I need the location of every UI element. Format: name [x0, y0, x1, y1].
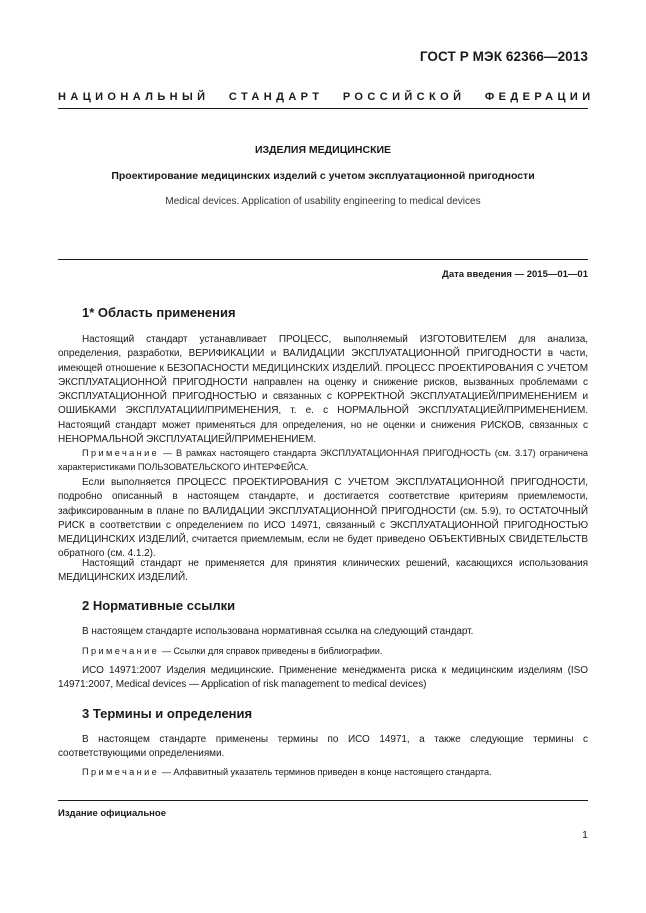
paragraph: Если выполняется ПРОЦЕСС ПРОЕКТИРОВАНИЯ С УЧЕТОМ ЭКСПЛУАТАЦИОННОЙ ПРИГОДНОСТИ, подробно описанный в настоящем стандарте, и достигается соответствие критериям приемлемости, зафиксированным в плане по ВАЛИДАЦИИ ЭКСПЛУАТАЦИОННОЙ ПРИГОДНОСТИ (см. 5.9), то ОСТАТОЧНЫЙ РИСК в соответствии с определением по ИСО 14971, связанный с ЭКСПЛУАТАЦИОННОЙ ПРИГОДНОСТЬЮ МЕДИЦИНСКИХ ИЗДЕЛИЙ, считается приемлемым, если не будет приведено ОБЪЕКТИВНЫХ СВИДЕТЕЛЬСТВ обратного (см. 4.1.2). — [58, 477, 588, 560]
paragraph: Настоящий стандарт не применяется для принятия клинических решений, касающихся использования МЕДИЦИНСКИХ ИЗДЕЛИЙ. — [58, 558, 588, 584]
note-text: — В рамках настоящего стандарта ЭКСПЛУАТАЦИОННАЯ ПРИГОДНОСТЬ (см. 3.17) ограничена характеристиками ПОЛЬЗОВАТЕЛЬСКОГО ИНТЕРФЕЙСА. — [58, 448, 588, 472]
note-label: Примечание — [82, 767, 160, 777]
paragraph: В настоящем стандарте использована нормативная ссылка на следующий стандарт. — [82, 626, 474, 637]
note-label: Примечание — [82, 448, 160, 458]
introduction-date: Дата введения — 2015—01—01 — [442, 269, 588, 280]
english-title: Medical devices. Application of usability engineering to medical devices — [165, 196, 481, 207]
document-subtitle: Проектирование медицинских изделий с учетом эксплуатационной пригодности — [111, 170, 535, 182]
header-divider — [58, 108, 588, 109]
national-standard-banner: НАЦИОНАЛЬНЫЙ СТАНДАРТ РОССИЙСКОЙ ФЕДЕРАЦИИ — [58, 91, 595, 103]
title-divider — [58, 259, 588, 260]
section-heading-scope: 1* Область применения — [82, 305, 236, 320]
section-heading-terms: 3 Термины и определения — [82, 706, 253, 721]
footer-divider — [58, 800, 588, 801]
note-paragraph — [58, 766, 588, 780]
official-edition-label: Издание официальное — [58, 808, 166, 819]
document-title: ИЗДЕЛИЯ МЕДИЦИНСКИЕ — [254, 144, 392, 156]
section-heading-normative-references: 2 Нормативные ссылки — [82, 598, 236, 613]
paragraph: Настоящий стандарт устанавливает ПРОЦЕСС, выполняемый ИЗГОТОВИТЕЛЕМ для анализа, определения, разработки, ВЕРИФИКАЦИИ и ВАЛИДАЦИИ ЭКСПЛУАТАЦИОННОЙ ПРИГОДНОСТИ в части, имеющей отношение к БЕЗОПАСНОСТИ МЕДИЦИНСКИХ ИЗДЕЛИЙ. ПРОЦЕСС ПРОЕКТИРОВАНИЯ С УЧЕТОМ ЭКСПЛУАТАЦИОННОЙ ПРИГОДНОСТИ направлен на оценку и снижение рисков, вызванных проблемами с ЭКСПЛУАТАЦИОННОЙ ПРИГОДНОСТЬЮ и связанных с КОРРЕКТНОЙ ЭКСПЛУАТАЦИЕЙ/ПРИМЕНЕНИЕМ и ОШИБКАМИ ЭКСПЛУАТАЦИИ/ПРИМЕНЕНИЯ, т. е. с НОРМАЛЬНОЙ ЭКСПЛУАТАЦИЕЙ/ПРИМЕНЕНИЕМ. Настоящий стандарт может применяться для определения, но не оценки и снижения РИСКОВ, связанных с НЕНОРМАЛЬНОЙ ЭКСПЛУАТАЦИЕЙ/ПРИМЕНЕНИЕМ. — [58, 334, 588, 446]
document-code: ГОСТ Р МЭК 62366—2013 — [419, 49, 588, 64]
paragraph: В настоящем стандарте применены термины по ИСО 14971, а также следующие термины с соответствующими определениями. — [58, 734, 588, 760]
reference-entry: ИСО 14971:2007 Изделия медицинские. Применение менеджмента риска к медицинским изделиям (ISO 14971:2007, Medical devices — Application of risk management to medical devices) — [58, 665, 588, 691]
note-label: Примечание — [82, 646, 160, 656]
note-paragraph — [58, 645, 588, 659]
note-text: — Ссылки для справок приведены в библиографии. — [161, 646, 383, 656]
note-text: — Алфавитный указатель терминов приведен в конце настоящего стандарта. — [161, 767, 492, 777]
page-number: 1 — [582, 829, 588, 841]
note-paragraph — [58, 447, 588, 474]
